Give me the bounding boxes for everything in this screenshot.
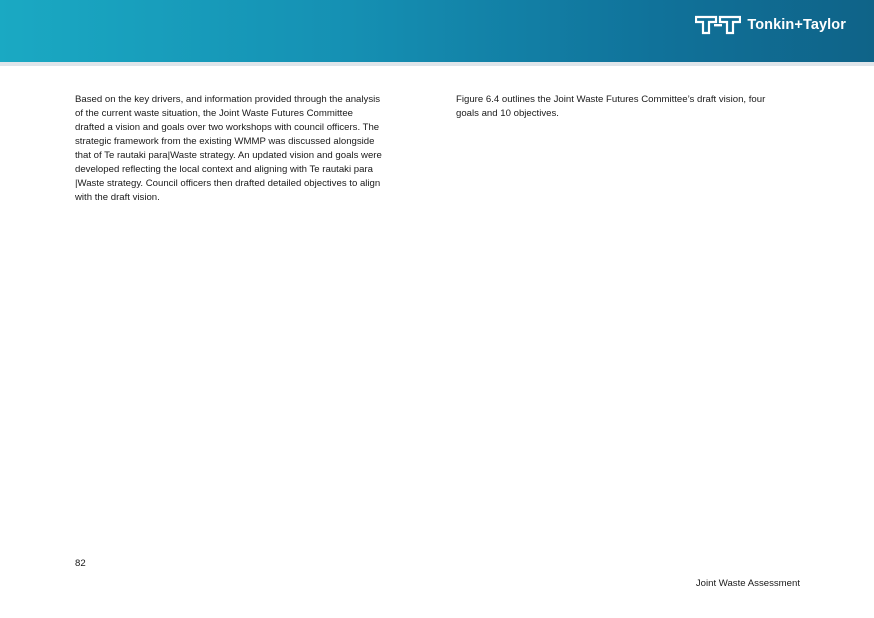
body-paragraph-right: Figure 6.4 outlines the Joint Waste Futures Committee’s draft vision, four goals and 10 objectives. [456, 94, 766, 119]
footer-document-title: Joint Waste Assessment [695, 578, 800, 589]
body-paragraph-left: Based on the key drivers, and information provided through the analysis of the current waste situation, the Joint Waste Futures Committee drafted a vision and goals over two workshops with council officers. The strategic framework from the existing WMMP was discussed alongside that of Te rautaki para|Waste strategy. An updated vision and goals were developed reflecting the local context and aligning with Te rautaki para |Waste strategy. Council officers then drafted detailed objectives to align with the draft vision. [75, 94, 382, 203]
page-number: 82 [75, 558, 86, 569]
company-logo [695, 15, 846, 35]
logo-wordmark: Tonkin+Taylor [747, 17, 846, 33]
header-divider [0, 62, 874, 66]
tt-monogram-icon [695, 15, 741, 35]
